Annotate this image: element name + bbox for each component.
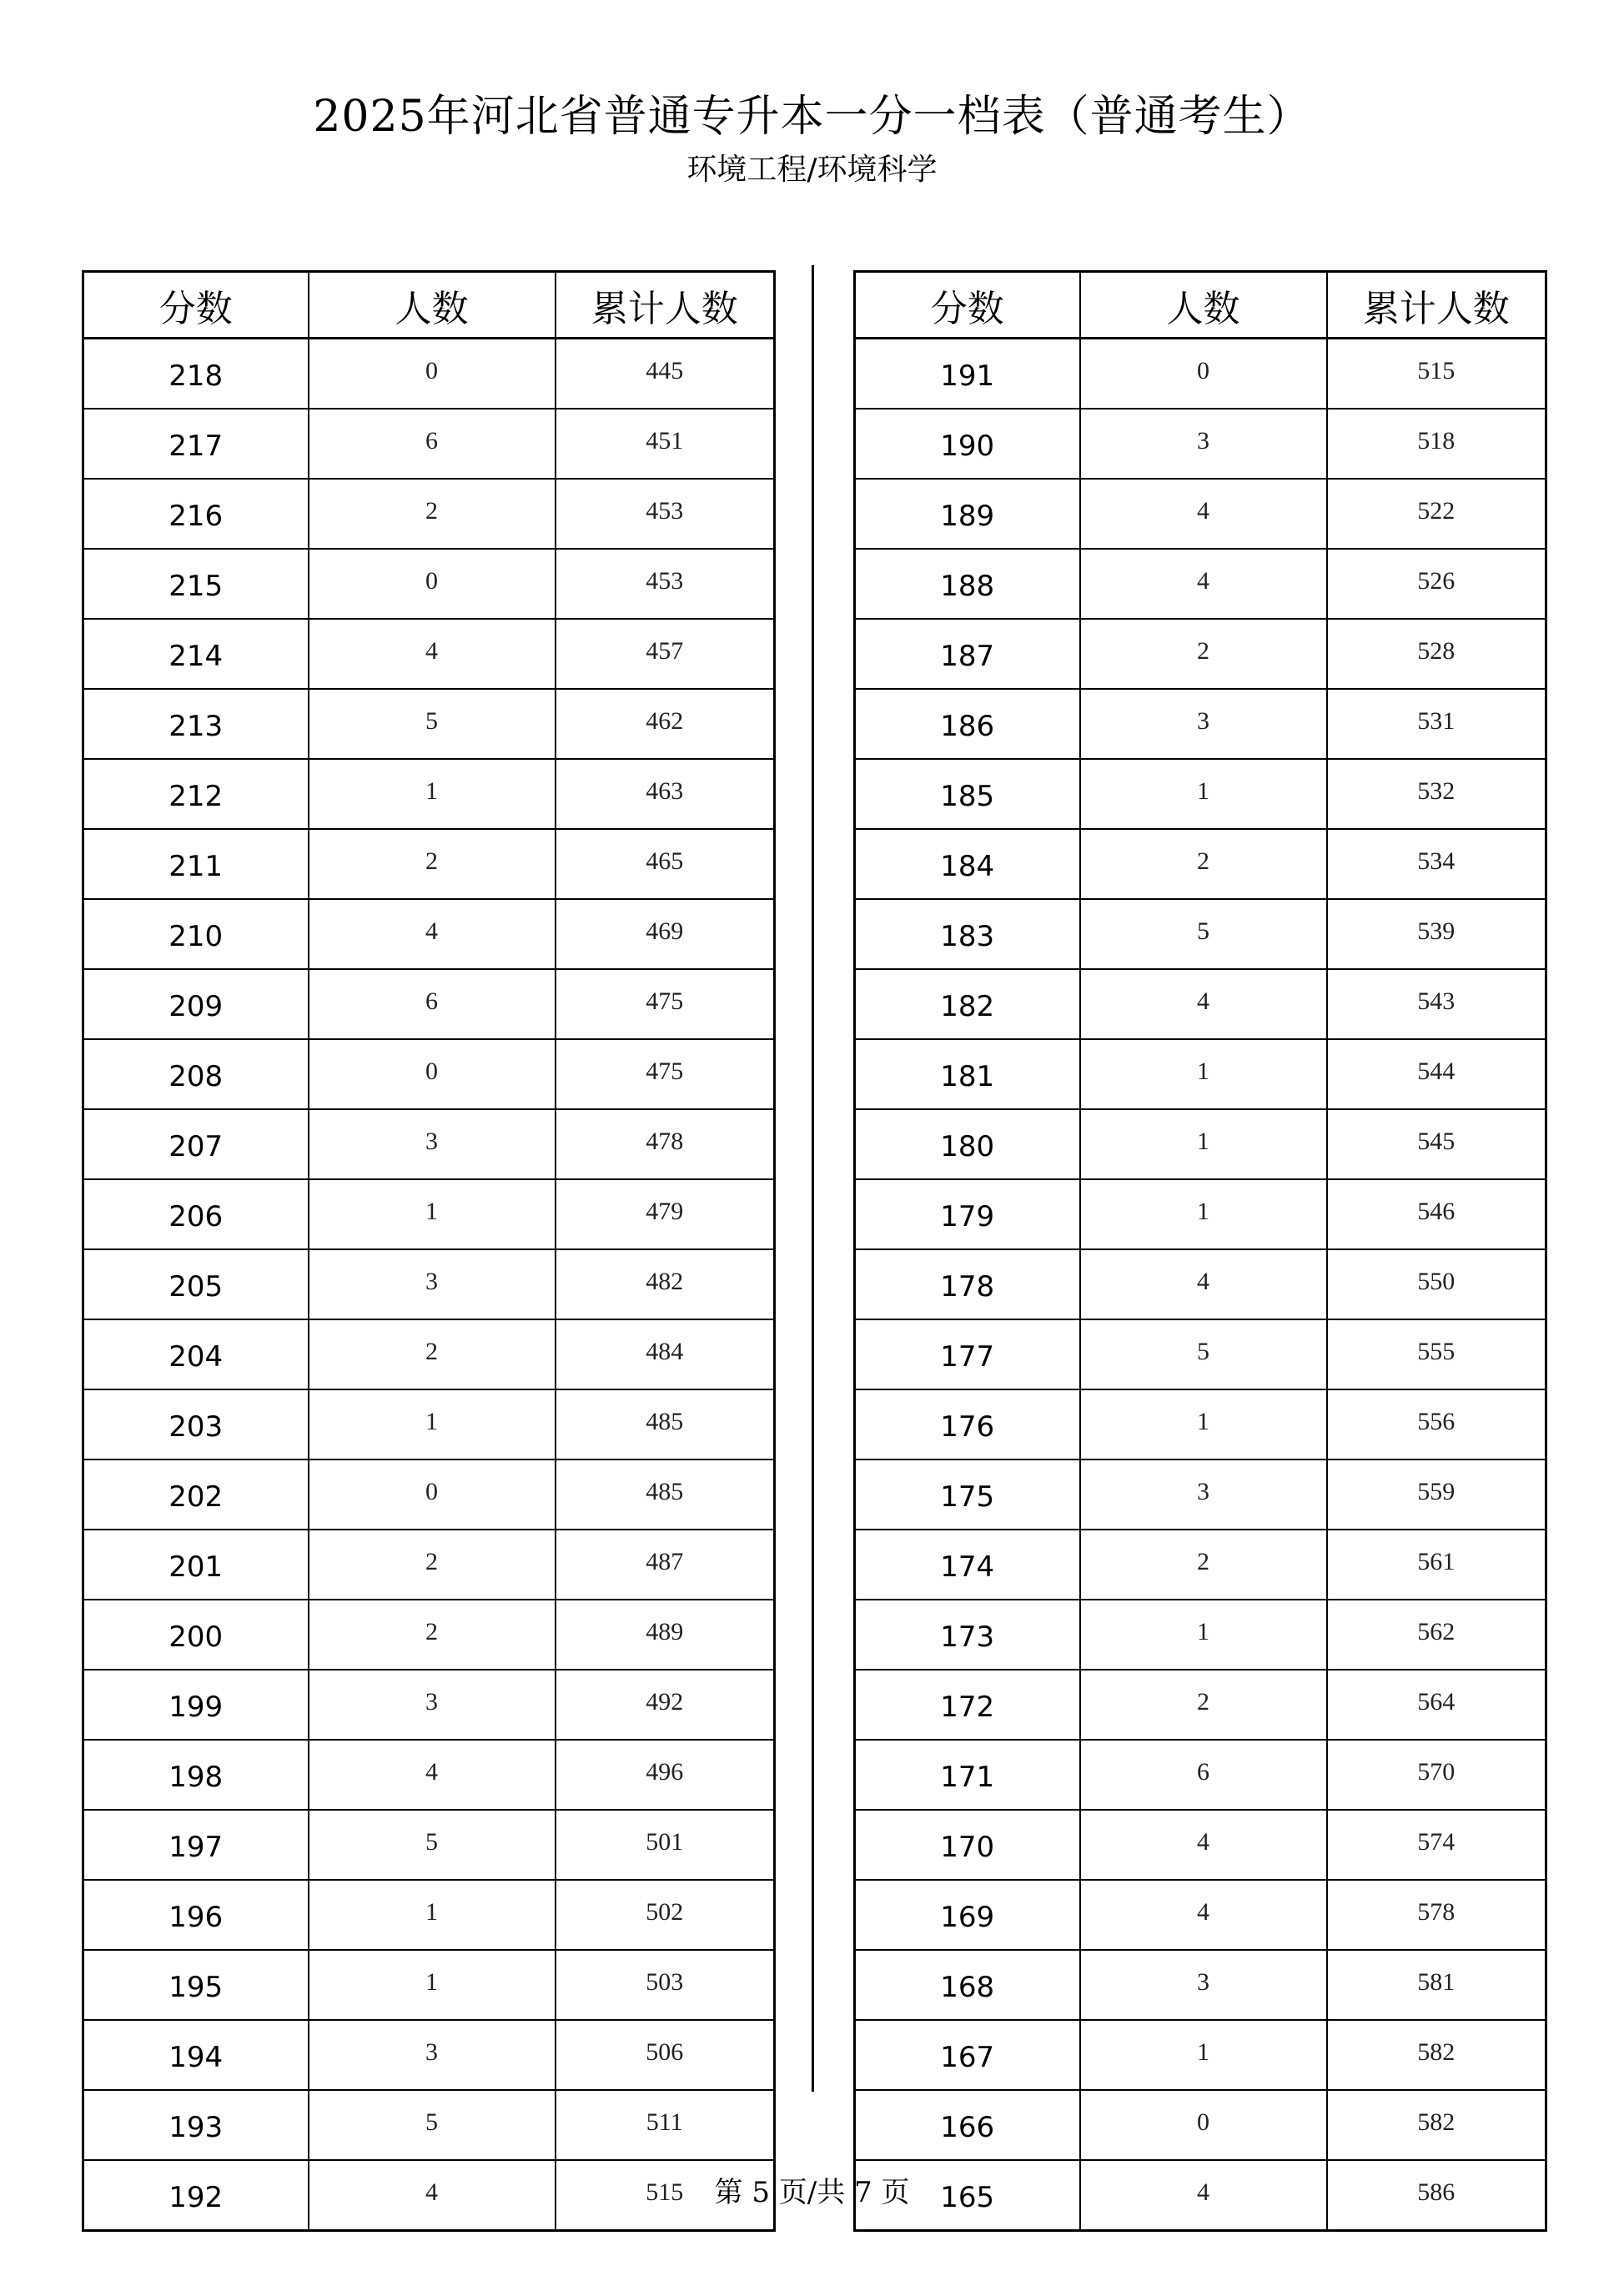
cumulative-cell: 515: [1327, 339, 1546, 409]
count-cell: 0: [309, 1459, 556, 1530]
table-row: [855, 1319, 1546, 1389]
score-table-left: [82, 270, 776, 2232]
cumulative-cell: 469: [556, 899, 775, 969]
count-cell: 5: [1080, 899, 1327, 969]
score-cell: 204: [83, 1319, 309, 1389]
table-row: [855, 479, 1546, 549]
table-row: [855, 689, 1546, 759]
count-cell: 3: [1080, 689, 1327, 759]
cumulative-cell: 485: [556, 1459, 775, 1530]
score-cell: 180: [855, 1109, 1080, 1179]
cumulative-cell: 503: [556, 1950, 775, 2020]
score-cell: 185: [855, 759, 1080, 829]
score-cell: 187: [855, 619, 1080, 689]
count-cell: 1: [309, 1950, 556, 2020]
score-cell: 188: [855, 549, 1080, 619]
count-cell: 2: [309, 829, 556, 899]
score-cell: 172: [855, 1670, 1080, 1740]
table-row: [83, 1249, 775, 1319]
table-row: [83, 339, 775, 409]
cumulative-cell: 543: [1327, 969, 1546, 1039]
count-cell: 2: [309, 1319, 556, 1389]
table-row: [855, 2090, 1546, 2160]
table-row: [855, 1109, 1546, 1179]
cumulative-cell: 515: [556, 2160, 775, 2231]
count-cell: 2: [309, 1530, 556, 1600]
cumulative-cell: 574: [1327, 1810, 1546, 1880]
table-row: [83, 689, 775, 759]
count-cell: 2: [1080, 1530, 1327, 1600]
table-row: [855, 619, 1546, 689]
count-cell: 1: [1080, 1179, 1327, 1249]
cumulative-cell: 582: [1327, 2090, 1546, 2160]
score-cell: 179: [855, 1179, 1080, 1249]
count-cell: 3: [309, 1249, 556, 1319]
score-cell: 201: [83, 1530, 309, 1600]
cumulative-cell: 445: [556, 339, 775, 409]
cumulative-cell: 532: [1327, 759, 1546, 829]
cumulative-cell: 453: [556, 479, 775, 549]
score-cell: 176: [855, 1389, 1080, 1459]
count-cell: 1: [309, 1179, 556, 1249]
cumulative-cell: 496: [556, 1740, 775, 1810]
table-row: [83, 1740, 775, 1810]
score-cell: 192: [83, 2160, 309, 2231]
cumulative-cell: 526: [1327, 549, 1546, 619]
table-row: [83, 1950, 775, 2020]
count-cell: 1: [309, 1389, 556, 1459]
table-row: [83, 1039, 775, 1109]
count-cell: 3: [309, 1109, 556, 1179]
count-cell: 1: [1080, 1039, 1327, 1109]
table-row: [83, 1810, 775, 1880]
count-cell: 4: [1080, 549, 1327, 619]
table-row: [855, 1389, 1546, 1459]
table-row: [83, 1319, 775, 1389]
score-cell: 170: [855, 1810, 1080, 1880]
cumulative-cell: 531: [1327, 689, 1546, 759]
count-cell: 4: [309, 1740, 556, 1810]
table-row: [83, 549, 775, 619]
score-cell: 174: [855, 1530, 1080, 1600]
score-cell: 186: [855, 689, 1080, 759]
count-cell: 4: [309, 619, 556, 689]
cumulative-cell: 453: [556, 549, 775, 619]
score-cell: 203: [83, 1389, 309, 1459]
table-row: [83, 619, 775, 689]
score-cell: 169: [855, 1880, 1080, 1950]
count-cell: 5: [309, 1810, 556, 1880]
cumulative-cell: 559: [1327, 1459, 1546, 1530]
table-row: [83, 1389, 775, 1459]
cumulative-cell: 492: [556, 1670, 775, 1740]
count-cell: 1: [1080, 2020, 1327, 2090]
page-footer: 第 5 页/共 7 页: [714, 2176, 910, 2209]
cumulative-cell: 522: [1327, 479, 1546, 549]
score-cell: 200: [83, 1600, 309, 1670]
count-cell: 4: [1080, 2160, 1327, 2231]
score-cell: 175: [855, 1459, 1080, 1530]
table-header-row: [855, 272, 1546, 339]
table-row: [855, 2020, 1546, 2090]
count-cell: 4: [309, 899, 556, 969]
table-row: [855, 339, 1546, 409]
count-cell: 6: [1080, 1740, 1327, 1810]
table-row: [83, 409, 775, 479]
score-cell: 198: [83, 1740, 309, 1810]
count-cell: 5: [309, 2090, 556, 2160]
count-cell: 1: [309, 759, 556, 829]
score-cell: 218: [83, 339, 309, 409]
column-header-cumulative: 累计人数: [556, 272, 775, 339]
table-row: [855, 409, 1546, 479]
score-cell: 202: [83, 1459, 309, 1530]
cumulative-cell: 546: [1327, 1179, 1546, 1249]
table-row: [83, 759, 775, 829]
count-cell: 4: [309, 2160, 556, 2231]
table-row: [855, 1810, 1546, 1880]
count-cell: 6: [309, 409, 556, 479]
cumulative-cell: 550: [1327, 1249, 1546, 1319]
cumulative-cell: 581: [1327, 1950, 1546, 2020]
table-row: [83, 829, 775, 899]
cumulative-cell: 463: [556, 759, 775, 829]
count-cell: 4: [1080, 1249, 1327, 1319]
table-row: [855, 1249, 1546, 1319]
cumulative-cell: 484: [556, 1319, 775, 1389]
cumulative-cell: 462: [556, 689, 775, 759]
count-cell: 0: [1080, 339, 1327, 409]
count-cell: 3: [309, 1670, 556, 1740]
count-cell: 2: [309, 1600, 556, 1670]
cumulative-cell: 475: [556, 1039, 775, 1109]
column-header-score: 分数: [83, 272, 309, 339]
score-cell: 205: [83, 1249, 309, 1319]
table-row: [83, 479, 775, 549]
score-cell: 167: [855, 2020, 1080, 2090]
table-row: [855, 1670, 1546, 1740]
cumulative-cell: 564: [1327, 1670, 1546, 1740]
count-cell: 2: [309, 479, 556, 549]
count-cell: 5: [309, 689, 556, 759]
cumulative-cell: 502: [556, 1880, 775, 1950]
table-row: [855, 759, 1546, 829]
column-header-count: 人数: [1080, 272, 1327, 339]
table-row: [83, 969, 775, 1039]
cumulative-cell: 465: [556, 829, 775, 899]
cumulative-cell: 482: [556, 1249, 775, 1319]
score-cell: 184: [855, 829, 1080, 899]
count-cell: 2: [1080, 619, 1327, 689]
count-cell: 0: [309, 339, 556, 409]
table-row: [855, 969, 1546, 1039]
cumulative-cell: 544: [1327, 1039, 1546, 1109]
score-cell: 166: [855, 2090, 1080, 2160]
score-cell: 173: [855, 1600, 1080, 1670]
table-row: [855, 1459, 1546, 1530]
score-cell: 213: [83, 689, 309, 759]
count-cell: 1: [1080, 1600, 1327, 1670]
score-cell: 211: [83, 829, 309, 899]
count-cell: 4: [1080, 969, 1327, 1039]
cumulative-cell: 511: [556, 2090, 775, 2160]
count-cell: 3: [1080, 1459, 1327, 1530]
table-row: [83, 899, 775, 969]
cumulative-cell: 457: [556, 619, 775, 689]
table-row: [83, 1600, 775, 1670]
score-cell: 209: [83, 969, 309, 1039]
score-cell: 199: [83, 1670, 309, 1740]
count-cell: 1: [1080, 1389, 1327, 1459]
table-row: [83, 1880, 775, 1950]
cumulative-cell: 556: [1327, 1389, 1546, 1459]
count-cell: 4: [1080, 479, 1327, 549]
cumulative-cell: 487: [556, 1530, 775, 1600]
cumulative-cell: 586: [1327, 2160, 1546, 2231]
score-cell: 208: [83, 1039, 309, 1109]
table-row: [855, 1950, 1546, 2020]
table-row: [855, 1530, 1546, 1600]
table-row: [855, 899, 1546, 969]
score-cell: 216: [83, 479, 309, 549]
count-cell: 6: [309, 969, 556, 1039]
count-cell: 1: [309, 1880, 556, 1950]
cumulative-cell: 479: [556, 1179, 775, 1249]
score-cell: 189: [855, 479, 1080, 549]
table-row: [83, 1530, 775, 1600]
table-row: [855, 1740, 1546, 1810]
column-divider: [812, 265, 814, 2092]
count-cell: 4: [1080, 1810, 1327, 1880]
count-cell: 3: [309, 2020, 556, 2090]
cumulative-cell: 562: [1327, 1600, 1546, 1670]
table-row: [855, 1880, 1546, 1950]
table-row: [83, 1670, 775, 1740]
count-cell: 1: [1080, 759, 1327, 829]
score-cell: 183: [855, 899, 1080, 969]
count-cell: 2: [1080, 1670, 1327, 1740]
count-cell: 5: [1080, 1319, 1327, 1389]
table-row: [83, 1109, 775, 1179]
table-row: [855, 549, 1546, 619]
column-header-count: 人数: [309, 272, 556, 339]
score-cell: 207: [83, 1109, 309, 1179]
cumulative-cell: 451: [556, 409, 775, 479]
cumulative-cell: 506: [556, 2020, 775, 2090]
count-cell: 0: [309, 549, 556, 619]
score-cell: 181: [855, 1039, 1080, 1109]
score-cell: 177: [855, 1319, 1080, 1389]
cumulative-cell: 485: [556, 1389, 775, 1459]
count-cell: 2: [1080, 829, 1327, 899]
cumulative-cell: 501: [556, 1810, 775, 1880]
score-cell: 182: [855, 969, 1080, 1039]
count-cell: 3: [1080, 409, 1327, 479]
score-cell: 195: [83, 1950, 309, 2020]
score-cell: 171: [855, 1740, 1080, 1810]
table-row: [83, 1459, 775, 1530]
table-row: [83, 2020, 775, 2090]
score-cell: 194: [83, 2020, 309, 2090]
cumulative-cell: 545: [1327, 1109, 1546, 1179]
page-subtitle: 环境工程/环境科学: [686, 153, 938, 187]
cumulative-cell: 582: [1327, 2020, 1546, 2090]
score-cell: 168: [855, 1950, 1080, 2020]
count-cell: 1: [1080, 1109, 1327, 1179]
cumulative-cell: 539: [1327, 899, 1546, 969]
cumulative-cell: 489: [556, 1600, 775, 1670]
cumulative-cell: 518: [1327, 409, 1546, 479]
count-cell: 3: [1080, 1950, 1327, 2020]
table-row: [83, 1179, 775, 1249]
cumulative-cell: 555: [1327, 1319, 1546, 1389]
score-cell: 197: [83, 1810, 309, 1880]
table-row: [83, 2090, 775, 2160]
table-row: [855, 1179, 1546, 1249]
table-row: [855, 829, 1546, 899]
score-cell: 190: [855, 409, 1080, 479]
cumulative-cell: 534: [1327, 829, 1546, 899]
cumulative-cell: 578: [1327, 1880, 1546, 1950]
cumulative-cell: 478: [556, 1109, 775, 1179]
table-body-left: [83, 339, 775, 2231]
score-cell: 165: [855, 2160, 1080, 2231]
cumulative-cell: 475: [556, 969, 775, 1039]
count-cell: 0: [1080, 2090, 1327, 2160]
table-row: [855, 1600, 1546, 1670]
cumulative-cell: 528: [1327, 619, 1546, 689]
score-cell: 206: [83, 1179, 309, 1249]
cumulative-cell: 561: [1327, 1530, 1546, 1600]
count-cell: 0: [309, 1039, 556, 1109]
cumulative-cell: 570: [1327, 1740, 1546, 1810]
score-table-right: [853, 270, 1547, 2232]
score-cell: 191: [855, 339, 1080, 409]
page-title: 2025年河北省普通专升本一分一档表（普通考生）: [313, 92, 1311, 142]
score-cell: 217: [83, 409, 309, 479]
score-cell: 178: [855, 1249, 1080, 1319]
score-cell: 196: [83, 1880, 309, 1950]
table-row: [855, 1039, 1546, 1109]
score-cell: 214: [83, 619, 309, 689]
column-header-score: 分数: [855, 272, 1080, 339]
score-cell: 193: [83, 2090, 309, 2160]
table-header-row: [83, 272, 775, 339]
score-cell: 212: [83, 759, 309, 829]
count-cell: 4: [1080, 1880, 1327, 1950]
score-cell: 210: [83, 899, 309, 969]
table-body-right: [855, 339, 1546, 2231]
score-cell: 215: [83, 549, 309, 619]
column-header-cumulative: 累计人数: [1327, 272, 1546, 339]
